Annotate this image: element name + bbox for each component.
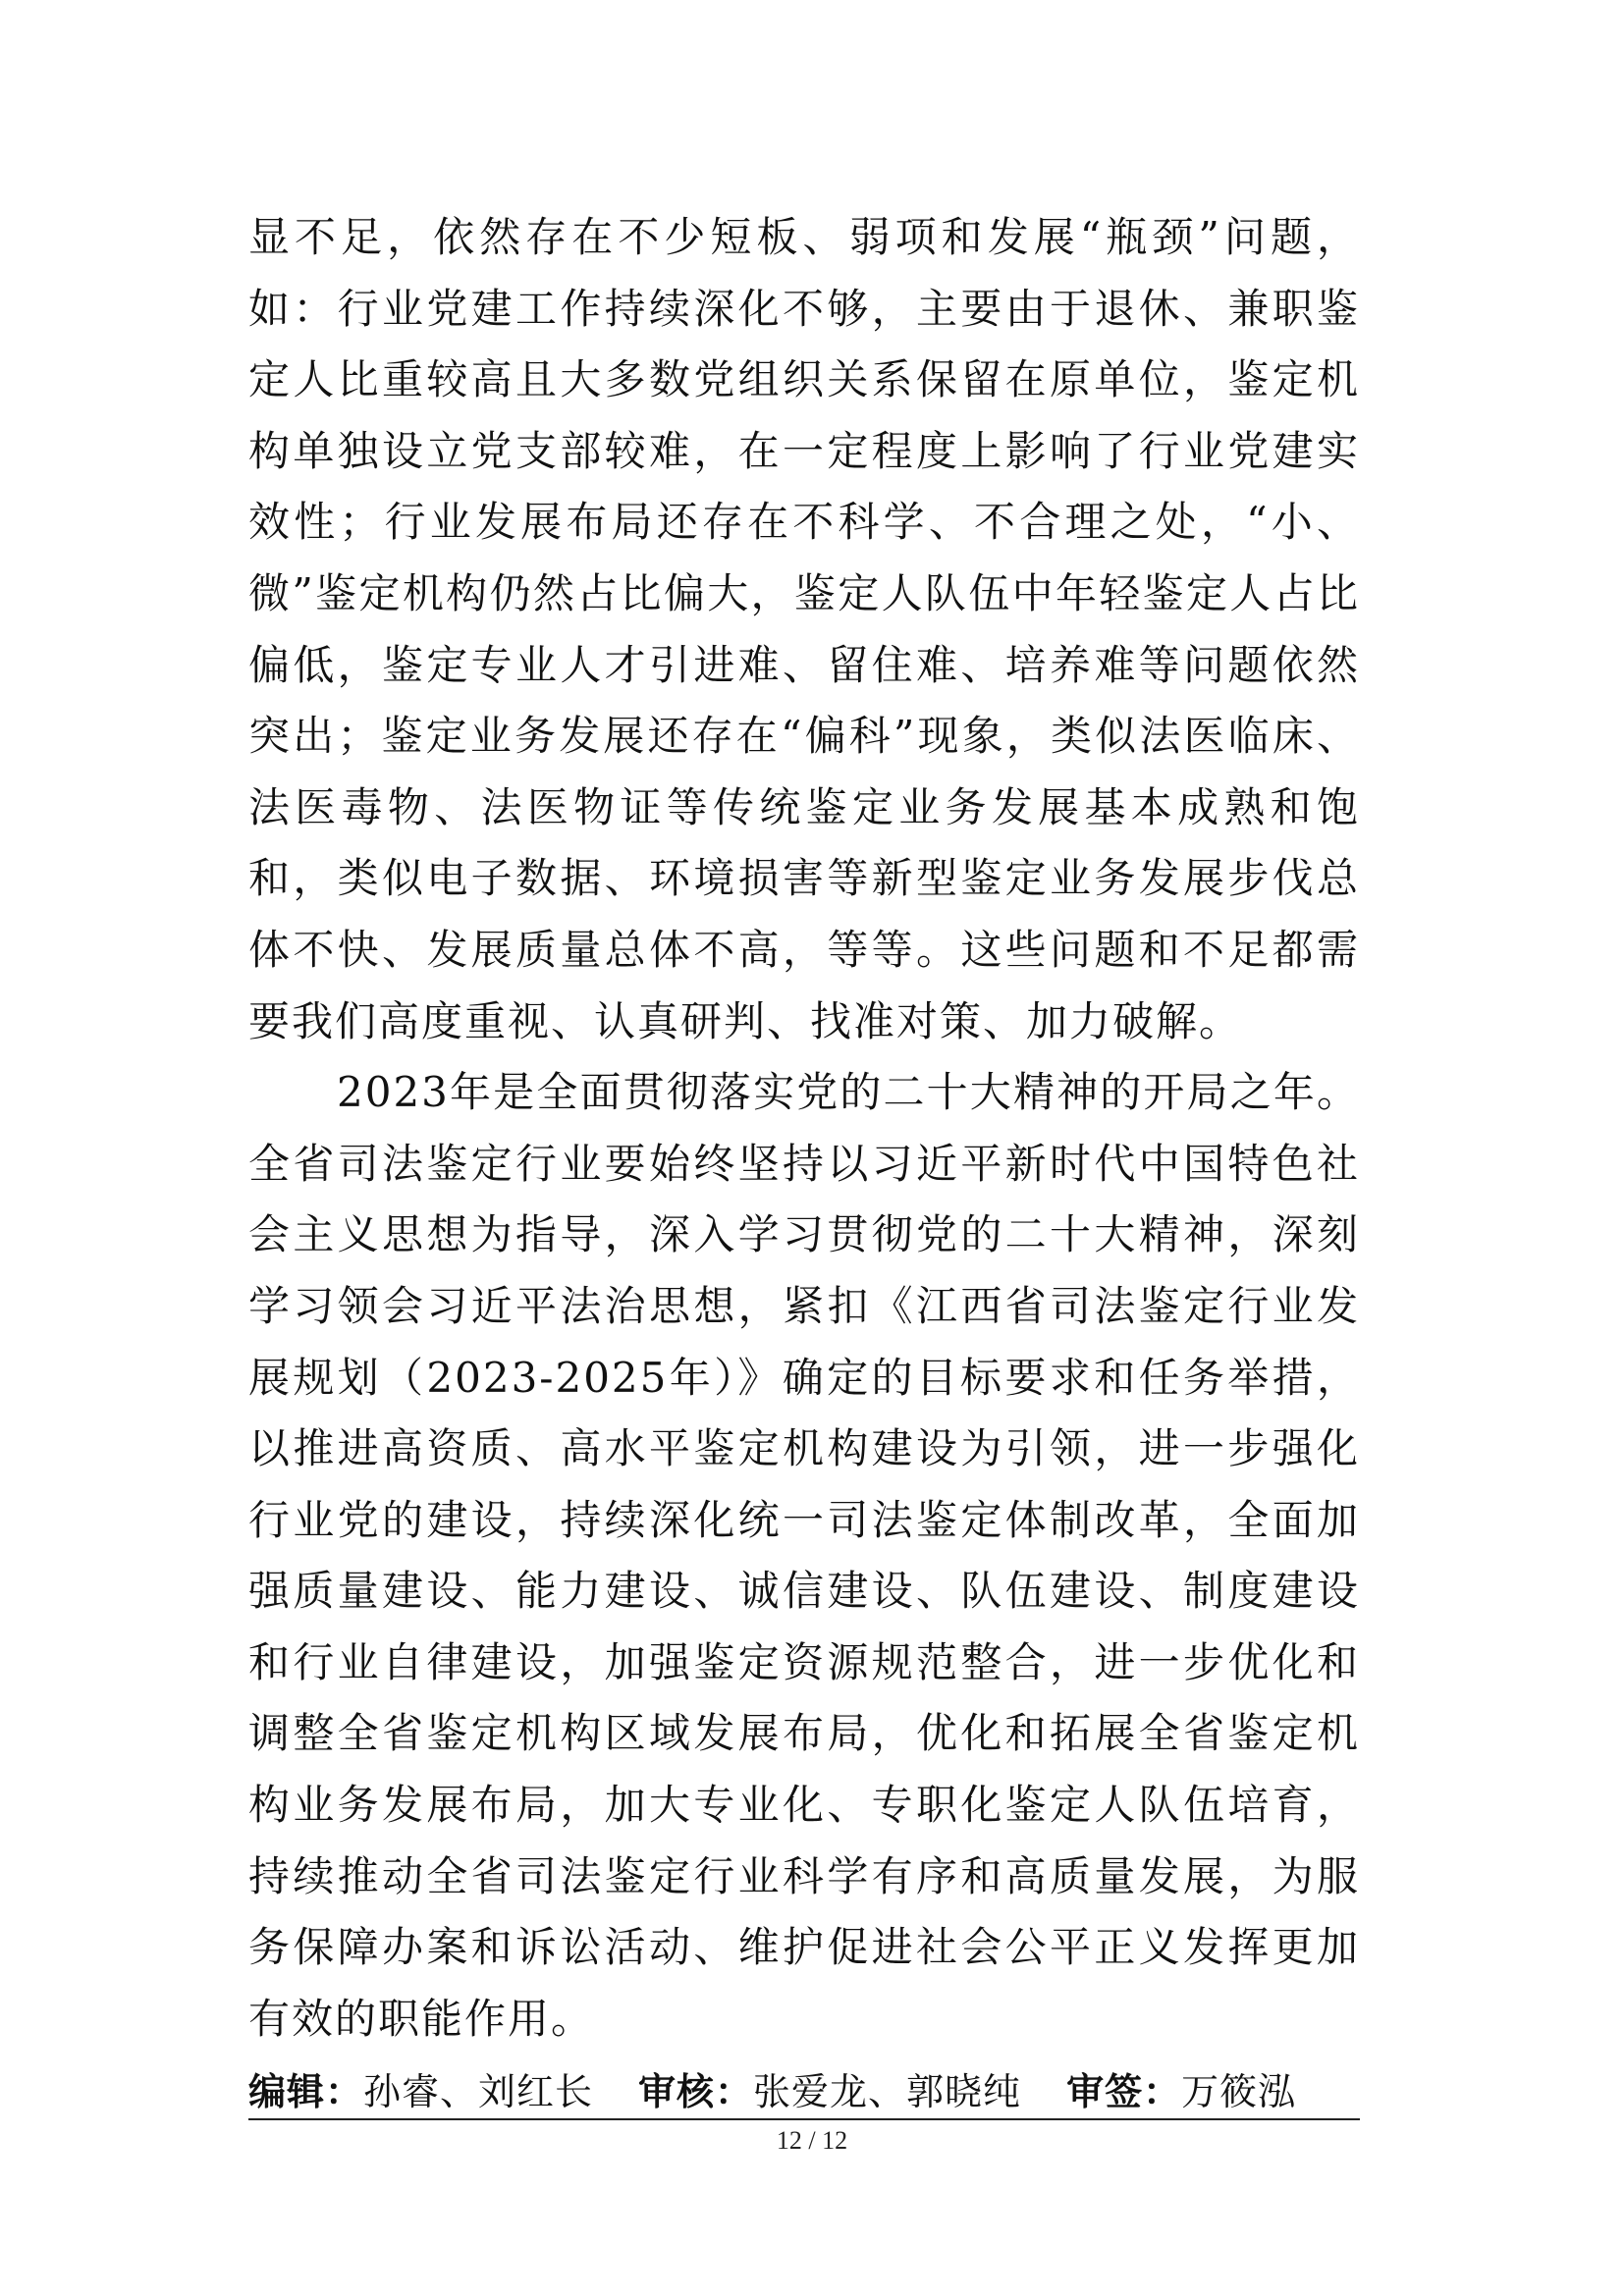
editorial-credits-bar (248, 2057, 1360, 2120)
paragraph-continued: 显不足，依然存在不少短板、弱项和发展“瓶颈”问题，如：行业党建工作持续深化不够，主要由于退休、兼职鉴定人比重较高且大多数党组织关系保留在原单位，鉴定机构单独设立党支部较难，在一定程度上影响了行业党建实效性；行业发展布局还存在不科学、不合理之处，“小、微”鉴定机构仍然占比偏大，鉴定人队伍中年轻鉴定人占比偏低，鉴定专业人才引进难、留住难、培养难等问题依然突出；鉴定业务发展还存在“偏科”现象，类似法医临床、法医毒物、法医物证等传统鉴定业务发展基本成熟和饱和，类似电子数据、环境损害等新型鉴定业务发展步伐总体不快、发展质量总体不高，等等。这些问题和不足都需要我们高度重视、认真研判、找准对策、加力破解。 (248, 213, 1360, 1045)
editor-label: 编辑： (248, 2069, 364, 2113)
approver-name: 万筱泓 (1181, 2069, 1297, 2113)
approver-label: 审签： (1066, 2069, 1182, 2113)
page-number: 12 / 12 (776, 2126, 848, 2155)
reviewer-names: 张爱龙、郭晓纯 (753, 2069, 1022, 2113)
paragraph-2023-outlook: 2023年是全面贯彻落实党的二十大精神的开局之年。全省司法鉴定行业要始终坚持以习近平新时代中国特色社会主义思想为指导，深入学习贯彻党的二十大精神，深刻学习领会习近平法治思想，紧扣《江西省司法鉴定行业发展规划（2023-2025年）》确定的目标要求和任务举措，以推进高资质、高水平鉴定机构建设为引领，进一步强化行业党的建设，持续深化统一司法鉴定体制改革，全面加强质量建设、能力建设、诚信建设、队伍建设、制度建设和行业自律建设，加强鉴定资源规范整合，进一步优化和调整全省鉴定机构区域发展布局，优化和拓展全省鉴定机构业务发展布局，加大专业化、专职化鉴定人队伍培育，持续推动全省司法鉴定行业科学有序和高质量发展，为服务保障办案和诉讼活动、维护促进社会公平正义发挥更加有效的职能作用。 (248, 1068, 1360, 2043)
reviewer-label: 审核： (638, 2069, 754, 2113)
editor-names: 孙睿、刘红长 (363, 2069, 594, 2113)
body-text (248, 202, 1360, 2055)
